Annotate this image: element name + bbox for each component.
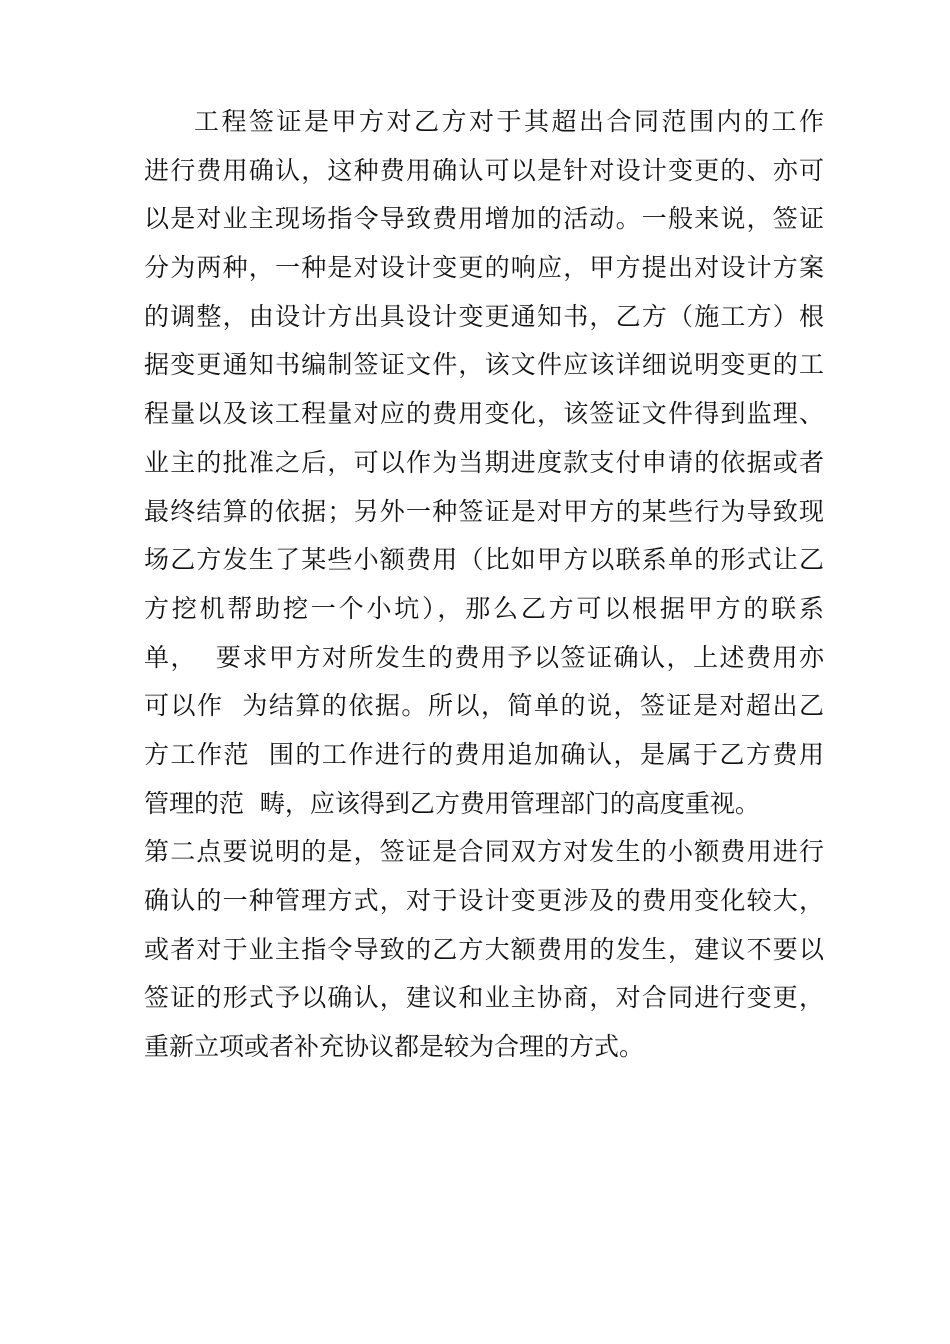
paragraph-1-line-13: 可以作 为结算的依据。所以，简单的说，签证是对超出乙 — [144, 691, 824, 721]
paragraph-1-line-4: 分为两种，一种是对设计变更的响应，甲方提出对设计方案 — [144, 253, 824, 283]
paragraph-1-line-9: 最终结算的依据；另外一种签证是对甲方的某些行为导致现 — [144, 496, 824, 526]
paragraph-1-line-8: 业主的批准之后，可以作为当期进度款支付申请的依据或者 — [144, 447, 824, 477]
paragraph-1-line-12: 单， 要求甲方对所发生的费用予以签证确认，上述费用亦 — [144, 642, 824, 672]
paragraph-2-line-5: 重新立项或者补充协议都是较为合理的方式。 — [144, 1032, 645, 1062]
paragraph-2-line-4: 签证的形式予以确认，建议和业主协商，对合同进行变更， — [144, 983, 824, 1013]
paragraph-1-line-15: 管理的范 畴，应该得到乙方费用管理部门的高度重视。 — [144, 788, 760, 818]
paragraph-1 — [144, 98, 824, 828]
paragraph-2 — [144, 828, 824, 1071]
paragraph-1-line-14: 方工作范 围的工作进行的费用追加确认，是属于乙方费用 — [144, 739, 824, 769]
paragraph-1-line-7: 程量以及该工程量对应的费用变化，该签证文件得到监理、 — [144, 399, 824, 429]
paragraph-2-line-1: 第二点要说明的是，签证是合同双方对发生的小额费用进行 — [144, 837, 824, 867]
document-body — [144, 98, 824, 1072]
paragraph-1-line-3: 以是对业主现场指令导致费用增加的活动。一般来说，签证 — [144, 204, 824, 234]
paragraph-1-line-5: 的调整，由设计方出具设计变更通知书，乙方（施工方）根 — [144, 301, 824, 331]
paragraph-1-line-1: 工程签证是甲方对乙方对于其超出合同范围内的工作 — [194, 107, 824, 136]
paragraph-1-line-2: 进行费用确认，这种费用确认可以是针对设计变更的、亦可 — [144, 155, 824, 185]
paragraph-1-line-11: 方挖机帮助挖一个小坑），那么乙方可以根据甲方的联系 — [144, 593, 824, 623]
paragraph-2-line-2: 确认的一种管理方式，对于设计变更涉及的费用变化较大， — [144, 886, 824, 915]
paragraph-2-line-3: 或者对于业主指令导致的乙方大额费用的发生，建议不要以 — [144, 934, 824, 964]
paragraph-1-line-6: 据变更通知书编制签证文件，该文件应该详细说明变更的工 — [144, 350, 824, 380]
paragraph-1-line-10: 场乙方发生了某些小额费用（比如甲方以联系单的形式让乙 — [144, 545, 824, 575]
